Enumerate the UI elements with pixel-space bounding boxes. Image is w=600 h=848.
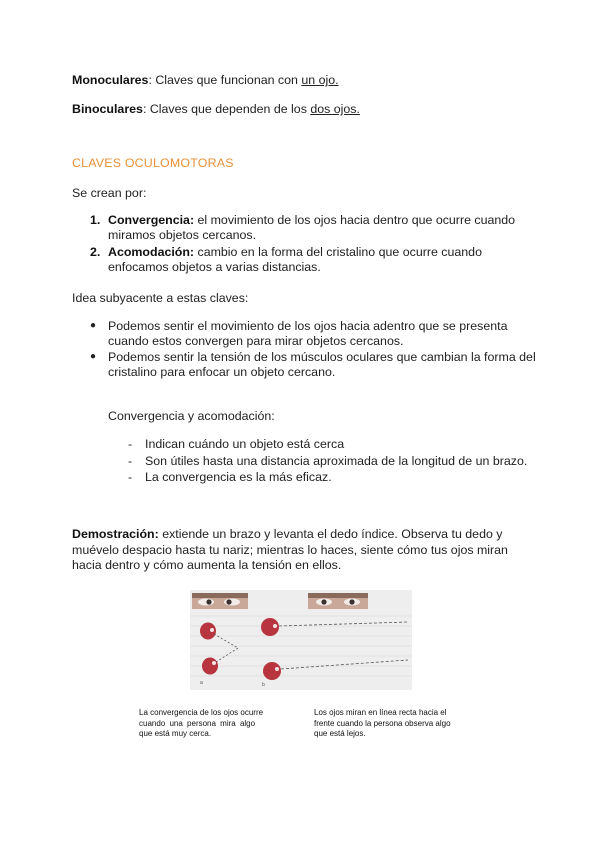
bullet-1-line2: cuando estos convergen para mirar objetos cercanos. <box>108 334 404 348</box>
idea-title: Idea subyacente a estas claves: <box>72 291 249 305</box>
monoculares-line <box>72 72 339 88</box>
binoculares-text: : Claves que dependen de los <box>142 102 311 116</box>
demo-line-1: Demostración: extiende un brazo y levanta el dedo índice. Observa tu dedo y <box>72 527 503 541</box>
bullet-2-line1: Podemos sentir la tensión de los músculos oculares que cambian la forma del <box>108 350 536 364</box>
acomodacion-term: Acomodación: <box>108 245 195 259</box>
caption-right-line-3: que está lejos. <box>314 729 366 738</box>
eyes-photo-right <box>308 593 368 609</box>
eyeball-bottom-left <box>202 658 218 675</box>
dash-1-text: Indican cuándo un objeto está cerca <box>145 437 345 451</box>
binoculares-term: Binoculares <box>72 102 143 116</box>
convergencia-def: el movimiento de los ojos hacia dentro que ocurre cuando <box>194 213 516 227</box>
bullet-1-line1: Podemos sentir el movimiento de los ojos hacia adentro que se presenta <box>108 319 508 333</box>
monoculares-term: Monoculares <box>72 73 149 87</box>
demo-line-2: muévelo despacio hasta tu nariz; mientras lo haces, siente cómo tus ojos miran <box>72 543 508 557</box>
convergencia-def-cont: miramos objetos cercanos. <box>108 228 257 242</box>
number-1: 1. <box>90 213 101 227</box>
eyes-photo-left <box>192 593 248 609</box>
caption-right-line-1: Los ojos miran en línea recta hacia el <box>314 708 447 717</box>
bullet-2-line2: cristalino para enfocar un objeto cercano. <box>108 365 336 379</box>
dash-2-text: Son útiles hasta una distancia aproximada de la longitud de un brazo. <box>145 454 528 468</box>
monoculares-link[interactable]: un ojo. <box>301 73 339 87</box>
monoculares-text: : Claves que funcionan con <box>148 73 302 87</box>
convergencia-acomodacion-title: Convergencia y acomodación: <box>108 409 275 423</box>
caption-left <box>139 708 263 740</box>
figure-label-b: b <box>262 682 265 688</box>
caption-right-line-2: frente cuando la persona observa algo <box>314 718 451 728</box>
number-2: 2. <box>90 245 101 259</box>
intro-text: Se crean por: <box>72 186 147 200</box>
section-title: CLAVES OCULOMOTORAS <box>72 156 234 170</box>
eyeball-bottom-right <box>263 662 281 680</box>
bullet-dot-icon: ● <box>90 351 97 362</box>
convergencia-term: Convergencia: <box>108 213 195 227</box>
binoculares-link[interactable]: dos ojos. <box>310 102 360 116</box>
caption-left-line-3: que está muy cerca. <box>139 729 212 738</box>
acomodacion-def-cont: enfocamos objetos a varias distancias. <box>108 260 321 274</box>
binoculares-line <box>72 101 360 117</box>
demo-line-3: hacia dentro y cómo aumenta la tensión en ellos. <box>72 558 342 572</box>
demo-term: Demostración: <box>72 527 159 541</box>
bullet-dot-icon: ● <box>90 320 97 331</box>
caption-left-line-2: cuando una persona mira algo <box>139 718 256 728</box>
convergence-figure <box>190 590 412 690</box>
caption-left-line-1: La convergencia de los ojos ocurre <box>139 708 264 717</box>
acomodacion-def: cambio en la forma del cristalino que ocurre cuando <box>194 245 482 259</box>
dash-3-text: La convergencia es la más eficaz. <box>145 470 332 484</box>
figure-label-a: a <box>200 680 203 686</box>
caption-right <box>314 708 451 740</box>
